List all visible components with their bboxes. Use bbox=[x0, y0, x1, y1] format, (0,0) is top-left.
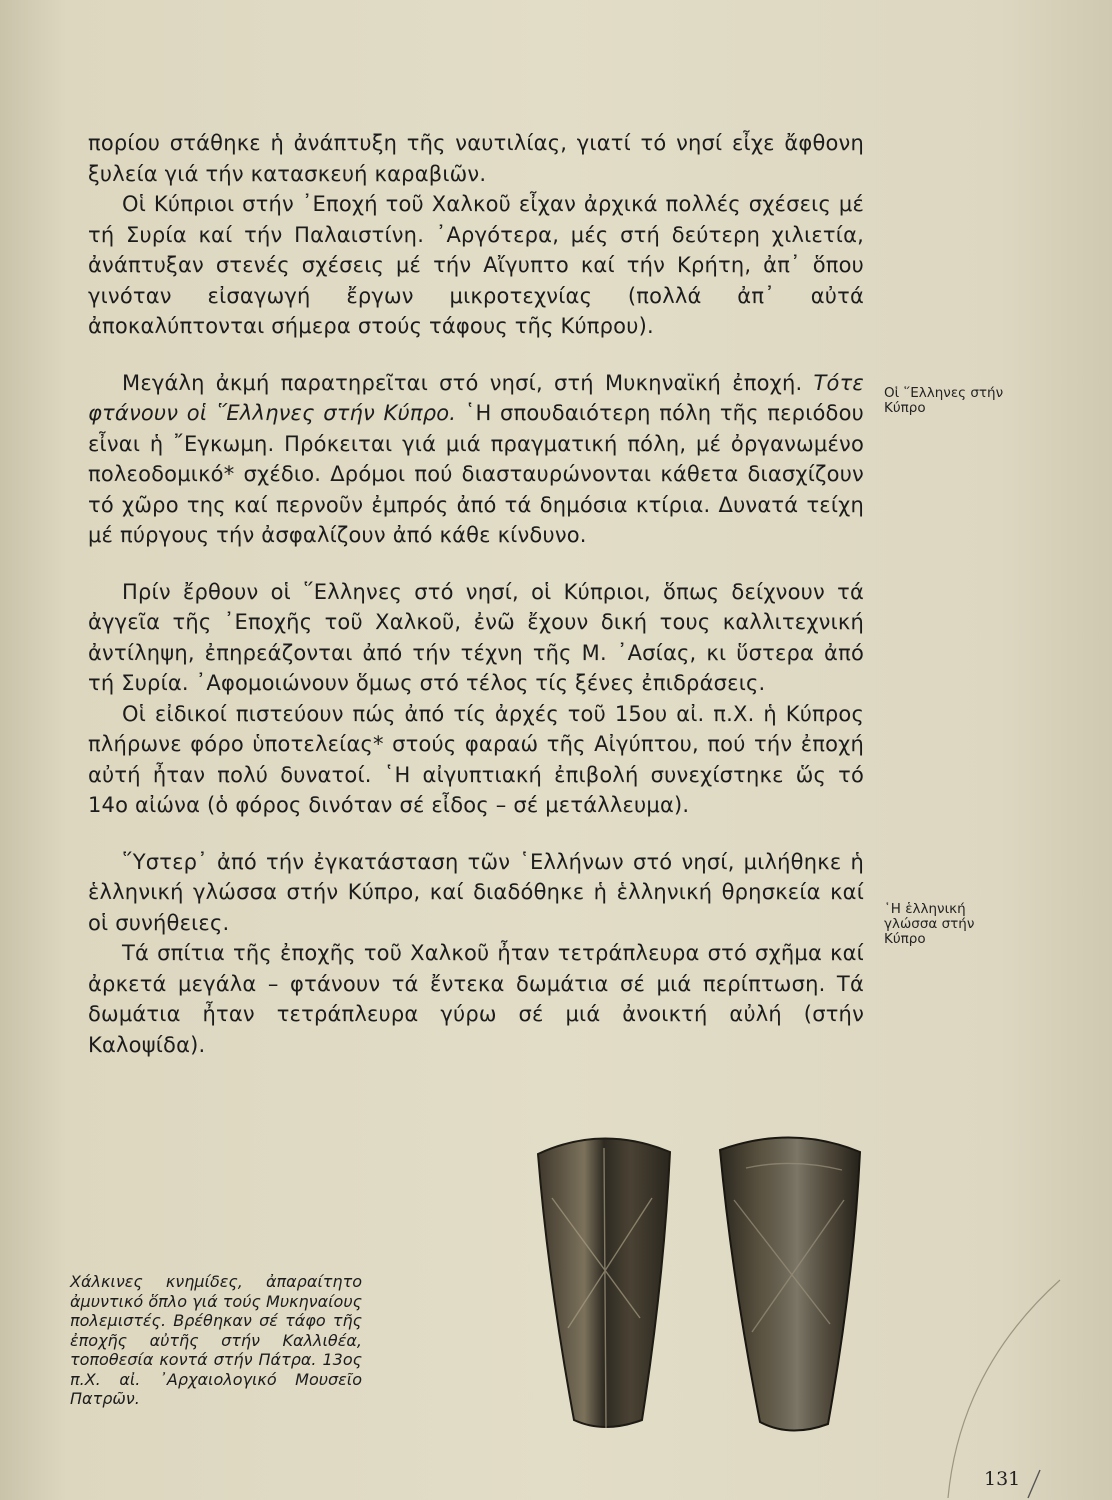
paragraph-3-end: ῾Η σπουδαιότερη πόλη τῆς περιόδου εἶναι ἡ ῎Εγκωμη. Πρόκειται γιά μιά πραγματική πόλη, μέ ὀργανωμένο πολεοδομικό* σχέδιο. Δρόμοι πού διασταυρώνονται κάθετα διασχίζουν τό χῶρο της καί περνοῦν ἐμπρός ἀπό τά δημόσια κτίρια. Δυνατά τείχη μέ πύργους τήν ἀσφαλίζουν ἀπό κάθε κίνδυνο. bbox=[88, 401, 864, 547]
paragraph-7: Τά σπίτια τῆς ἐποχῆς τοῦ Χαλκοῦ ἦταν τετράπλευρα στό σχῆμα καί ἀρκετά μεγάλα – φτάνουν τά ἔντεκα δωμάτια σέ μιά περίπτωση. Τά δωμάτια ἦταν τετράπλευρα γύρω σέ μιά ἀνοικτή αὐλή (στήν Καλοψίδα). bbox=[88, 941, 864, 1057]
paragraph-3-italic: Τότε φτάνουν οἱ ῞Ελληνες στήν Κύπρο. bbox=[88, 370, 864, 425]
greave-right bbox=[720, 1137, 860, 1430]
margin-note-greeks-in-cyprus: Οἱ ῞Ελληνες στήν Κύπρο bbox=[884, 385, 1004, 416]
paragraph-4: Πρίν ἔρθουν οἱ ῞Ελληνες στό νησί, οἱ Κύπριοι, ὅπως δείχνουν τά ἀγγεῖα τῆς ᾿Εποχῆς τοῦ Χαλκοῦ, ἐνῶ ἔχουν δική τους καλλιτεχνική ἀντίληψη, ἐπηρεάζονται ἀπό τήν τέχνη τῆς Μ. ᾿Ασίας, κι ὕστερα ἀπό τή Συρία. ᾿Αφομοιώνουν ὅμως στό τέλος τίς ξένες ἐπιδράσεις. bbox=[88, 579, 864, 695]
paragraph-3-start: Μεγάλη ἀκμή παρατηρεῖται στό νησί, στή Μυκηναϊκή ἐποχή. bbox=[122, 370, 803, 395]
paragraph-6: ῞Υστερ᾿ ἀπό τήν ἐγκατάσταση τῶν ῾Ελλήνων στό νησί, μιλήθηκε ἡ ἑλληνική γλώσσα στήν Κύπρο, καί διαδόθηκε ἡ ἑλληνική θρησκεία καί οἱ συνήθειες. bbox=[88, 849, 864, 935]
paragraph-1: πορίου στάθηκε ἡ ἀνάπτυξη τῆς ναυτιλίας, γιατί τό νησί εἶχε ἄφθονη ξυλεία γιά τήν κατασκευή καραβιῶν. bbox=[88, 131, 864, 186]
margin-note-greek-language: ῾Η ἑλληνική γλώσσα στήν Κύπρο bbox=[884, 901, 975, 947]
page-number: 131 bbox=[984, 1468, 1021, 1490]
page-edge-curve bbox=[920, 1270, 1070, 1500]
main-text bbox=[88, 128, 864, 1060]
paragraph-2: Οἱ Κύπριοι στήν ᾿Εποχή τοῦ Χαλκοῦ εἶχαν ἀρχικά πολλές σχέσεις μέ τή Συρία καί τήν Παλαιστίνη. ᾿Αργότερα, μές στή δεύτερη χιλιετία, ἀνάπτυξαν στενές σχέσεις μέ τήν Αἴγυπτο καί τήν Κρήτη, ἀπ᾿ ὅπου γινόταν εἰσαγωγή ἔργων μικροτεχνίας (πολλά ἀπ᾿ αὐτά ἀποκαλύπτονται σήμερα στούς τάφους τῆς Κύπρου). bbox=[88, 192, 864, 338]
photo-caption: Χάλκινες κνημίδες, ἀπαραίτητο ἀμυντικό ὅπλο γιά τούς Μυκηναίους πολεμιστές. Βρέθηκαν σέ τάφο τῆς ἐποχῆς αὐτῆς στήν Καλλιθέα, τοποθεσία κοντά στήν Πάτρα. 13ος π.Χ. αἰ. ᾿Αρχαιολογικό Μουσεῖο Πατρῶν. bbox=[70, 1272, 362, 1408]
paragraph-5: Οἱ εἰδικοί πιστεύουν πώς ἀπό τίς ἀρχές τοῦ 15ου αἰ. π.Χ. ἡ Κύπρος πλήρωνε φόρο ὑποτελείας* στούς φαραώ τῆς Αἰγύπτου, πού τήν ἐποχή αὐτή ἦταν πολύ δυνατοί. ῾Η αἰγυπτιακή ἐπιβολή συνεχίστηκε ὥς τό 14ο αἰώνα (ὁ φόρος δινόταν σέ εἶδος – σέ μετάλλευμα). bbox=[88, 701, 864, 817]
paragraph-3 bbox=[88, 368, 864, 551]
greaves-photo bbox=[512, 1128, 892, 1448]
greave-left bbox=[538, 1138, 670, 1428]
